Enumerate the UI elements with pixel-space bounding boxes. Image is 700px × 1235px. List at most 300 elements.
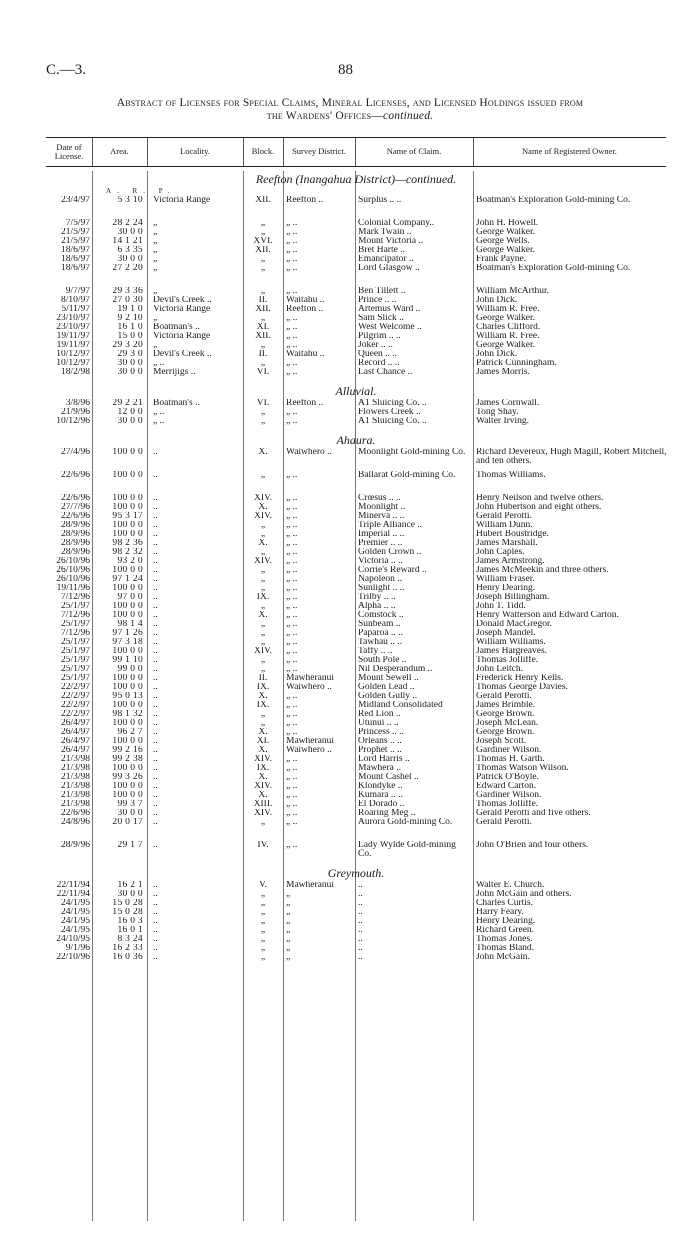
cell-owner: William R. Free. [476, 332, 540, 341]
cell-claim-name: A1 Sluicing Co. .. [358, 399, 427, 408]
cell-survey-district: „ .. [286, 638, 298, 647]
cell-survey-district: Waitahu .. [286, 296, 325, 305]
cell-area: 100 0 0 [112, 683, 143, 692]
cell-date: 23/10/97 [56, 323, 90, 332]
cell-block: VI. [256, 399, 270, 408]
cell-survey-district: „ .. [286, 471, 298, 480]
cell-survey-district: Mawheranui [286, 674, 335, 683]
title-line-2-suffix: continued. [383, 110, 434, 122]
cell-locality: Devil's Creek .. [153, 350, 212, 359]
cell-date: 21/9/96 [60, 408, 90, 417]
table-row [46, 323, 666, 332]
table-row [46, 773, 666, 782]
table-row [46, 237, 666, 246]
cell-claim-name: Kumara .. .. [358, 791, 403, 800]
cell-locality: „ [153, 264, 158, 273]
cell-area: 93 2 0 [117, 557, 143, 566]
cell-block: II. [258, 674, 268, 683]
cell-block: „ [260, 314, 266, 323]
table-row [46, 737, 666, 746]
cell-claim-name: Lady Wylde Gold-mining Co. [358, 841, 456, 859]
cell-locality: „ [153, 314, 158, 323]
cell-area: 100 0 0 [112, 701, 143, 710]
cell-survey-district: „ .. [286, 782, 298, 791]
cell-owner: Joseph McLean. [476, 719, 539, 728]
table-row [46, 683, 666, 692]
cell-block: VI. [256, 368, 270, 377]
cell-survey-district: „ .. [286, 264, 298, 273]
cell-claim-name: Mount Cashel .. [358, 773, 419, 782]
cell-survey-district: „ .. [286, 647, 298, 656]
table-row [46, 755, 666, 764]
cell-locality: .. [153, 683, 158, 692]
table-row [46, 521, 666, 530]
table-row [46, 399, 666, 408]
cell-claim-name: Surplus .. .. [358, 196, 402, 205]
cell-locality: .. [153, 944, 158, 953]
table-row [46, 471, 666, 489]
cell-locality: .. [153, 638, 158, 647]
cell-claim-name: Paparoa .. .. [358, 629, 403, 638]
table-row [46, 647, 666, 656]
cell-claim-name: Mawhera .. [358, 764, 401, 773]
cell-owner: Henry Watterson and Edward Carton. [476, 611, 619, 620]
cell-owner: James Cornwall. [476, 399, 540, 408]
cell-block: „ [260, 890, 266, 899]
cell-owner: William McArthur. [476, 287, 549, 296]
cell-date: 26/4/97 [60, 746, 90, 755]
table-row [46, 584, 666, 593]
cell-area: 16 2 1 [117, 881, 143, 890]
cell-locality: .. [153, 890, 158, 899]
cell-block: II. [258, 350, 268, 359]
cell-locality: „ [153, 237, 158, 246]
cell-claim-name: Bret Harte .. [358, 246, 405, 255]
cell-date: 28/9/96 [60, 521, 90, 530]
cell-claim-name: Colonial Company.. [358, 219, 435, 228]
cell-locality: .. [153, 899, 158, 908]
cell-date: 26/4/97 [60, 719, 90, 728]
cell-area: 100 0 0 [112, 566, 143, 575]
cell-owner: Joseph Mandel. [476, 629, 536, 638]
cell-date: 23/4/97 [60, 196, 90, 205]
cell-date: 21/5/97 [60, 237, 90, 246]
cell-locality: Victoria Range [153, 305, 211, 314]
cell-date: 3/8/96 [65, 399, 90, 408]
title-line-1: Abstract of Licenses for Special Claims, Mineral Licenses, and Licensed Holdings issued from [116, 97, 584, 109]
cell-owner: Frederick Henry Kells. [476, 674, 564, 683]
cell-area: 95 0 13 [112, 692, 143, 701]
cell-block: XIV. [253, 755, 273, 764]
cell-date: 22/2/97 [60, 701, 90, 710]
cell-date: 25/1/97 [60, 656, 90, 665]
cell-block: „ [260, 521, 266, 530]
cell-survey-district: „ .. [286, 494, 298, 503]
cell-claim-name: West Welcome .. [358, 323, 422, 332]
cell-date: 21/3/98 [60, 773, 90, 782]
cell-locality: .. [153, 764, 158, 773]
cell-locality: .. [153, 917, 158, 926]
cell-claim-name: Corrie's Reward .. [358, 566, 427, 575]
cell-claim-name: Comstock .. [358, 611, 404, 620]
cell-owner: Thomas Williams. [476, 471, 546, 480]
cell-date: 22/6/96 [60, 512, 90, 521]
cell-owner: George Wells. [476, 237, 530, 246]
cell-owner: Richard Devereux, Hugh Magill, Robert Mitchell, and ten others. [476, 448, 667, 466]
cell-locality: „ [153, 246, 158, 255]
cell-survey-district: „ .. [286, 512, 298, 521]
cell-date: 26/10/96 [56, 557, 90, 566]
cell-locality: .. [153, 746, 158, 755]
cell-claim-name: .. [358, 908, 363, 917]
cell-survey-district: Waiwhero .. [286, 746, 332, 755]
table-row [46, 494, 666, 503]
cell-block: „ [260, 566, 266, 575]
page-number: 88 [338, 62, 353, 78]
cell-claim-name: Moonlight .. [358, 503, 406, 512]
table-row [46, 503, 666, 512]
cell-date: 18/6/97 [60, 246, 90, 255]
cell-area: 30 0 0 [117, 228, 143, 237]
cell-owner: Gardiner Wilson. [476, 791, 542, 800]
cell-owner: Thomas Bland. [476, 944, 535, 953]
cell-claim-name: Crœsus .. .. [358, 494, 401, 503]
cell-claim-name: Roaring Meg .. [358, 809, 416, 818]
cell-owner: James McMeekin and three others. [476, 566, 609, 575]
cell-date: 22/11/94 [56, 881, 90, 890]
cell-survey-district: „ .. [286, 620, 298, 629]
cell-owner: John O'Brien and four others. [476, 841, 589, 850]
table-row [46, 890, 666, 899]
cell-claim-name: .. [358, 935, 363, 944]
cell-owner: Henry Neilson and twelve others. [476, 494, 604, 503]
cell-owner: Henry Dearing. [476, 584, 536, 593]
area-units-row [46, 187, 666, 196]
cell-claim-name: .. [358, 944, 363, 953]
cell-date: 19/11/97 [56, 341, 90, 350]
cell-locality: .. [153, 448, 158, 457]
cell-block: „ [260, 818, 266, 827]
document-title [30, 97, 670, 123]
cell-locality: .. [153, 584, 158, 593]
cell-date: 9/1/96 [65, 944, 90, 953]
cell-locality: „ .. [153, 408, 165, 417]
cell-area: 27 0 30 [112, 296, 143, 305]
cell-locality: .. [153, 818, 158, 827]
cell-owner: Gardiner Wilson. [476, 746, 542, 755]
cell-survey-district: Reefton .. [286, 196, 324, 205]
cell-claim-name: Golden Gully .. [358, 692, 418, 701]
cell-block: „ [260, 408, 266, 417]
cell-survey-district: „ .. [286, 548, 298, 557]
cell-claim-name: Record .. .. [358, 359, 400, 368]
cell-block: XVI. [253, 237, 273, 246]
cell-locality: .. [153, 710, 158, 719]
cell-locality: .. [153, 791, 158, 800]
cell-survey-district: „ [286, 890, 291, 899]
cell-block: „ [260, 548, 266, 557]
cell-date: 26/4/97 [60, 737, 90, 746]
cell-claim-name: Trilby .. .. [358, 593, 396, 602]
cell-area: 15 0 0 [117, 332, 143, 341]
cell-area: 99 1 10 [112, 656, 143, 665]
cell-survey-district: „ .. [286, 314, 298, 323]
cell-area: 29 2 21 [112, 399, 143, 408]
cell-survey-district: „ .. [286, 287, 298, 296]
cell-area: 30 0 0 [117, 255, 143, 264]
table-row [46, 305, 666, 314]
cell-owner: Patrick O'Boyle. [476, 773, 539, 782]
cell-date: 28/9/96 [60, 841, 90, 850]
cell-claim-name: Emancipator .. [358, 255, 414, 264]
table-row [46, 332, 666, 341]
cell-area: 99 2 38 [112, 755, 143, 764]
cell-date: 25/1/97 [60, 638, 90, 647]
table-row [46, 728, 666, 737]
cell-area: 12 0 0 [117, 408, 143, 417]
cell-owner: Charles Curtis. [476, 899, 533, 908]
cell-date: 7/12/96 [60, 629, 90, 638]
table-row [46, 539, 666, 548]
table-body [46, 171, 666, 962]
title-line-2 [30, 110, 670, 123]
cell-survey-district: „ .. [286, 701, 298, 710]
cell-area: 99 2 16 [112, 746, 143, 755]
cell-claim-name: Mount Sewell .. [358, 674, 419, 683]
cell-owner: John Hubertson and eight others. [476, 503, 602, 512]
table-row [46, 656, 666, 665]
cell-claim-name: Red Lion .. [358, 710, 401, 719]
cell-area: 100 0 0 [112, 503, 143, 512]
table-row [46, 791, 666, 800]
cell-area: 16 0 3 [117, 917, 143, 926]
table-row [46, 665, 666, 674]
cell-block: IX. [256, 683, 270, 692]
cell-claim-name: Napoleon .. [358, 575, 403, 584]
cell-owner: John T. Tidd. [476, 602, 526, 611]
cell-block: IX. [256, 593, 270, 602]
cell-date: 10/12/96 [56, 417, 90, 426]
cell-area: 100 0 0 [112, 602, 143, 611]
cell-locality: .. [153, 566, 158, 575]
cell-locality: Victoria Range [153, 196, 211, 205]
cell-locality: .. [153, 674, 158, 683]
cell-claim-name: Queen .. .. [358, 350, 398, 359]
cell-date: 21/3/98 [60, 791, 90, 800]
cell-block: XIV. [253, 809, 273, 818]
table-row [46, 593, 666, 602]
cell-owner: Thomas Jolliffe. [476, 656, 539, 665]
cell-block: „ [260, 638, 266, 647]
cell-area: 98 1 4 [117, 620, 143, 629]
cell-survey-district: „ .. [286, 629, 298, 638]
cell-date: 26/10/96 [56, 566, 90, 575]
table-row [46, 710, 666, 719]
cell-survey-district: „ [286, 899, 291, 908]
cell-claim-name: Taffy .. .. [358, 647, 393, 656]
cell-area: 100 0 0 [112, 611, 143, 620]
cell-locality: .. [153, 782, 158, 791]
cell-area: 15 0 28 [112, 899, 143, 908]
cell-date: 25/1/97 [60, 620, 90, 629]
cell-survey-district: „ .. [286, 323, 298, 332]
cell-claim-name: Klondyke .. [358, 782, 403, 791]
cell-block: X. [258, 773, 268, 782]
cell-survey-district: „ .. [286, 228, 298, 237]
cell-claim-name: Utunui .. .. [358, 719, 399, 728]
cell-claim-name: Triple Alliance .. [358, 521, 423, 530]
cell-locality: .. [153, 881, 158, 890]
cell-locality: .. [153, 935, 158, 944]
table-header [46, 137, 666, 167]
table-row [46, 701, 666, 710]
table-row [46, 512, 666, 521]
cell-survey-district: „ [286, 935, 291, 944]
cell-block: „ [260, 575, 266, 584]
table-row [46, 602, 666, 611]
cell-block: XII. [255, 332, 271, 341]
cell-owner: William Fraser. [476, 575, 535, 584]
cell-block: „ [260, 899, 266, 908]
cell-claim-name: Imperial .. .. [358, 530, 405, 539]
cell-owner: Hubert Boustridge. [476, 530, 549, 539]
cell-claim-name: Sunlight .. .. [358, 584, 405, 593]
cell-block: IX. [256, 764, 270, 773]
table-row [46, 255, 666, 264]
cell-owner: Tong Shay. [476, 408, 519, 417]
cell-claim-name: Golden Lead .. [358, 683, 415, 692]
table-row [46, 620, 666, 629]
cell-owner: Edward Carton. [476, 782, 537, 791]
col-survey-district: Survey District. [292, 146, 346, 157]
cell-locality: Victoria Range [153, 332, 211, 341]
cell-block: „ [260, 719, 266, 728]
cell-owner: Joseph Scott. [476, 737, 527, 746]
cell-block: X. [258, 611, 268, 620]
cell-area: 29 3 20 [112, 341, 143, 350]
cell-date: 22/2/97 [60, 710, 90, 719]
cell-survey-district: „ .. [286, 575, 298, 584]
cell-owner: Boatman's Exploration Gold-mining Co. [476, 264, 631, 273]
cell-claim-name: Moonlight Gold-mining Co. [358, 448, 466, 457]
table-row [46, 341, 666, 350]
cell-block: X. [258, 503, 268, 512]
table-row [46, 557, 666, 566]
cell-date: 22/6/96 [60, 471, 90, 480]
cell-block: XIII. [253, 800, 273, 809]
cell-survey-district: Reefton .. [286, 399, 324, 408]
cell-locality: .. [153, 548, 158, 557]
cell-claim-name: A1 Sluicing Co. .. [358, 417, 427, 426]
cell-owner: John McGain. [476, 953, 530, 962]
cell-locality: .. [153, 719, 158, 728]
cell-survey-district: „ .. [286, 665, 298, 674]
cell-block: X. [258, 746, 268, 755]
cell-owner: John Leitch. [476, 665, 523, 674]
cell-owner: Joseph Billingham. [476, 593, 550, 602]
cell-locality: .. [153, 521, 158, 530]
cell-area: 99 3 26 [112, 773, 143, 782]
cell-claim-name: Joker .. .. [358, 341, 393, 350]
table-row [46, 359, 666, 368]
cell-claim-name: Princess .. .. [358, 728, 404, 737]
cell-owner: Walter Irving. [476, 417, 530, 426]
cell-locality: Boatman's .. [153, 323, 200, 332]
cell-area: 100 0 0 [112, 584, 143, 593]
cell-owner: Thomas Jones. [476, 935, 533, 944]
cell-survey-district: „ .. [286, 809, 298, 818]
cell-date: 25/1/97 [60, 665, 90, 674]
table-row [46, 764, 666, 773]
cell-date: 25/1/97 [60, 602, 90, 611]
cell-owner: James Brimble. [476, 701, 536, 710]
cell-area: 6 3 35 [117, 246, 143, 255]
cell-date: 7/12/96 [60, 611, 90, 620]
cell-locality: .. [153, 953, 158, 962]
cell-survey-district: „ .. [286, 656, 298, 665]
cell-block: „ [260, 584, 266, 593]
cell-area: 19 1 0 [117, 305, 143, 314]
section-heading: Ahaura. [336, 433, 376, 447]
cell-block: XIV. [253, 494, 273, 503]
cell-block: IV. [257, 841, 269, 850]
cell-owner: Patrick Cunningham. [476, 359, 557, 368]
cell-date: 21/3/98 [60, 782, 90, 791]
cell-claim-name: Mark Twain .. [358, 228, 412, 237]
cell-date: 21/3/98 [60, 755, 90, 764]
cell-date: 9/7/97 [65, 287, 90, 296]
cell-area: 100 0 0 [112, 530, 143, 539]
cell-locality: .. [153, 656, 158, 665]
cell-date: 24/10/95 [56, 935, 90, 944]
table-row [46, 818, 666, 836]
cell-owner: Charles Clifford. [476, 323, 541, 332]
cell-block: „ [260, 471, 266, 480]
cell-locality: .. [153, 471, 158, 480]
cell-owner: George Walker. [476, 246, 536, 255]
table-row [46, 566, 666, 575]
cell-claim-name: Prophet .. .. [358, 746, 402, 755]
table-row [46, 575, 666, 584]
cell-area: 95 3 17 [112, 512, 143, 521]
cell-locality: „ [153, 287, 158, 296]
cell-owner: Henry Dearing. [476, 917, 536, 926]
cell-locality: .. [153, 611, 158, 620]
cell-block: XII. [255, 246, 271, 255]
cell-claim-name: Golden Crown .. [358, 548, 422, 557]
cell-survey-district: „ .. [286, 255, 298, 264]
cell-survey-district: Waiwhero .. [286, 448, 332, 457]
cell-block: V. [258, 881, 267, 890]
cell-block: „ [260, 944, 266, 953]
cell-owner: John McGain and others. [476, 890, 572, 899]
cell-area: 16 2 33 [112, 944, 143, 953]
table-row [46, 841, 666, 859]
page-reference: C.—3. [46, 62, 87, 78]
cell-locality: .. [153, 593, 158, 602]
cell-claim-name: .. [358, 899, 363, 908]
cell-block: „ [260, 341, 266, 350]
cell-survey-district: „ .. [286, 539, 298, 548]
cell-claim-name: .. [358, 890, 363, 899]
cell-date: 18/2/98 [60, 368, 90, 377]
cell-locality: .. [153, 494, 158, 503]
cell-date: 22/6/96 [60, 809, 90, 818]
table-row [46, 219, 666, 228]
cell-block: „ [260, 219, 266, 228]
cell-claim-name: Sam Slick .. [358, 314, 404, 323]
cell-owner: John Dick. [476, 296, 518, 305]
